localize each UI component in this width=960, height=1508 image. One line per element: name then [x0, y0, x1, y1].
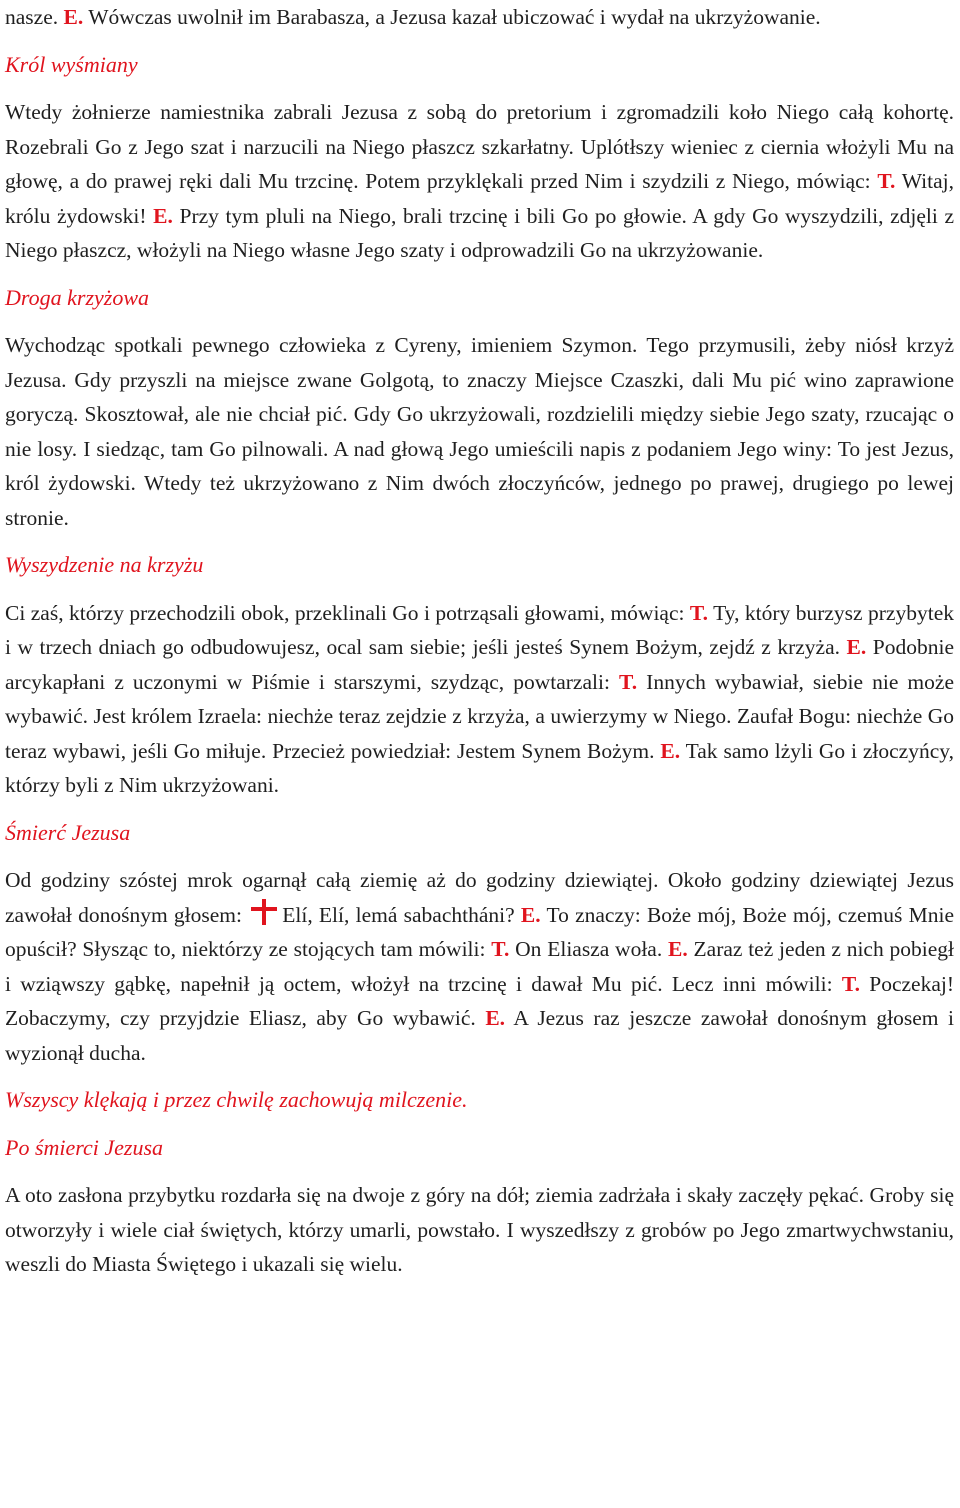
- text-run: Poczekaj! Zobaczymy, czy przyjdzie Eliasz, aby Go wybawić.: [5, 971, 954, 1030]
- krol-paragraph: [5, 95, 954, 268]
- text-run: A Jezus raz jeszcze zawołał donośnym głosem i wyzionął ducha.: [5, 1006, 954, 1065]
- speaker-mark-evangelist: E.: [660, 738, 681, 763]
- text-run: Elí, Elí, lemá sabachtháni?: [282, 902, 521, 927]
- text-run: To znaczy: Boże mój, Boże mój, czemuś Mnie opuścił? Słysząc to, niektórzy ze stojących tam mówili:: [5, 902, 954, 961]
- text-run: Podobnie arcykapłani z uczonymi w Piśmie i starszymi, szydząc, powtarzali:: [5, 635, 954, 694]
- text-run: Od godziny szóstej mrok ogarnął całą ziemię aż do godziny dziewiątej. Około godziny dziewiątej Jezus zawołał donośnym głosem:: [5, 868, 954, 927]
- speaker-mark-crowd: T.: [841, 971, 860, 996]
- text-run: Ty, który burzysz przybytek i w trzech dniach go odbudowujesz, ocal sam siebie; jeśli jesteś Synem Bożym, zejdź z krzyża.: [5, 600, 954, 659]
- droga-paragraph: Wychodząc spotkali pewnego człowieka z Cyreny, imieniem Szymon. Tego przymusili, żeby niósł krzyż Jezusa. Gdy przyszli na miejsce zwane Golgotą, to znaczy Miejsce Czaszki, dali Mu pić wino zaprawione goryczą. Skosztował, ale nie chciał pić. Gdy Go ukrzyżowali, rozdzielili między siebie Jego szaty, rzucając o nie losy. I siedząc, tam Go pilnowali. A nad głową Jego umieścili napis z podaniem Jego winy: To jest Jezus, król żydowski. Wtedy też ukrzyżowano z Nim dwóch złoczyńców, jednego po prawej, drugiego po lewej stronie.: [5, 333, 954, 530]
- text-run: Wówczas uwolnił im Barabasza, a Jezusa kazał ubiczować i wydał na ukrzyżowanie.: [83, 5, 821, 29]
- text-run: Ci zaś, którzy przechodzili obok, przeklinali Go i potrząsali głowami, mówiąc:: [5, 600, 690, 625]
- text-run: Zaraz też jeden z nich pobiegł i wziąwszy gąbkę, napełnił ją octem, włożył na trzcinę i dawał Mu pić. Lecz inni mówili:: [5, 937, 954, 996]
- text-run: On Eliasza woła.: [509, 937, 669, 961]
- speaker-mark-evangelist: E.: [153, 203, 173, 228]
- text-run: Przy tym pluli na Niego, brali trzcinę i bili Go po głowie. A gdy Go wyszydzili, zdjęli z Niego płaszcz, włożyli na Niego własne Jego szaty i odprowadzili Go na ukrzyżowanie.: [5, 203, 955, 262]
- speaker-mark-evangelist: E.: [520, 902, 541, 927]
- speaker-mark-evangelist: E.: [668, 937, 688, 961]
- rubric-instruction: Wszyscy klękają i przez chwilę zachowują milczenie.: [5, 1087, 468, 1112]
- speaker-mark-crowd: T.: [618, 669, 638, 694]
- po-smierci-paragraph: A oto zasłona przybytku rozdarła się na dwoje z góry na dół; ziemia zadrżała i skały zaczęły pękać. Groby się otworzyły i wiele ciał świętych, którzy umarli, powstało. I wyszedłszy z grobów po Jego zmartwychwstaniu, weszli do Miasta Świętego i ukazali się wielu.: [5, 1183, 954, 1276]
- speaker-mark-evangelist: E.: [846, 635, 867, 659]
- speaker-mark-crowd: T.: [689, 600, 709, 625]
- text-run: nasze.: [5, 5, 64, 29]
- section-heading-po-smierci: Po śmierci Jezusa: [5, 1134, 164, 1160]
- cross-icon: [251, 899, 277, 925]
- speaker-mark-evangelist: E.: [63, 5, 84, 29]
- section-heading-wyszydzenie: Wyszydzenie na krzyżu: [5, 552, 204, 577]
- text-run: Wtedy żołnierze namiestnika zabrali Jezusa z sobą do pretorium i zgromadzili koło Niego całą kohortę. Rozebrali Go z Jego szat i narzucili na Niego płaszcz szkarłatny. Uplótłszy wieniec z ciernia włożyli Mu na głowę, a do prawej ręki dali Mu trzcinę. Potem przyklękali przed Nim i szydzili z Niego, mówiąc:: [5, 100, 954, 193]
- text-run: Tak samo lżyli Go i złoczyńcy, którzy byli z Nim ukrzyżowani.: [5, 738, 954, 797]
- speaker-mark-crowd: T.: [877, 169, 896, 193]
- wyszydzenie-paragraph: [5, 596, 954, 803]
- section-heading-droga: Droga krzyżowa: [5, 284, 150, 310]
- section-heading-krol: Król wyśmiany: [5, 51, 138, 77]
- smierc-paragraph: [5, 863, 954, 1070]
- text-run: Innych wybawiał, siebie nie może wybawić. Jest królem Izraela: niechże teraz zejdzie z krzyża, a uwierzymy w Niego. Zaufał Bogu: niechże Go teraz wybawi, jeśli Go miłuje. Przecież powiedział: Jestem Synem Bożym.: [5, 669, 954, 763]
- speaker-mark-crowd: T.: [491, 937, 510, 961]
- section-heading-smierc: Śmierć Jezusa: [5, 819, 131, 845]
- speaker-mark-evangelist: E.: [485, 1006, 506, 1030]
- text-run: Witaj, królu żydowski!: [5, 169, 954, 228]
- intro-paragraph: [5, 0, 954, 35]
